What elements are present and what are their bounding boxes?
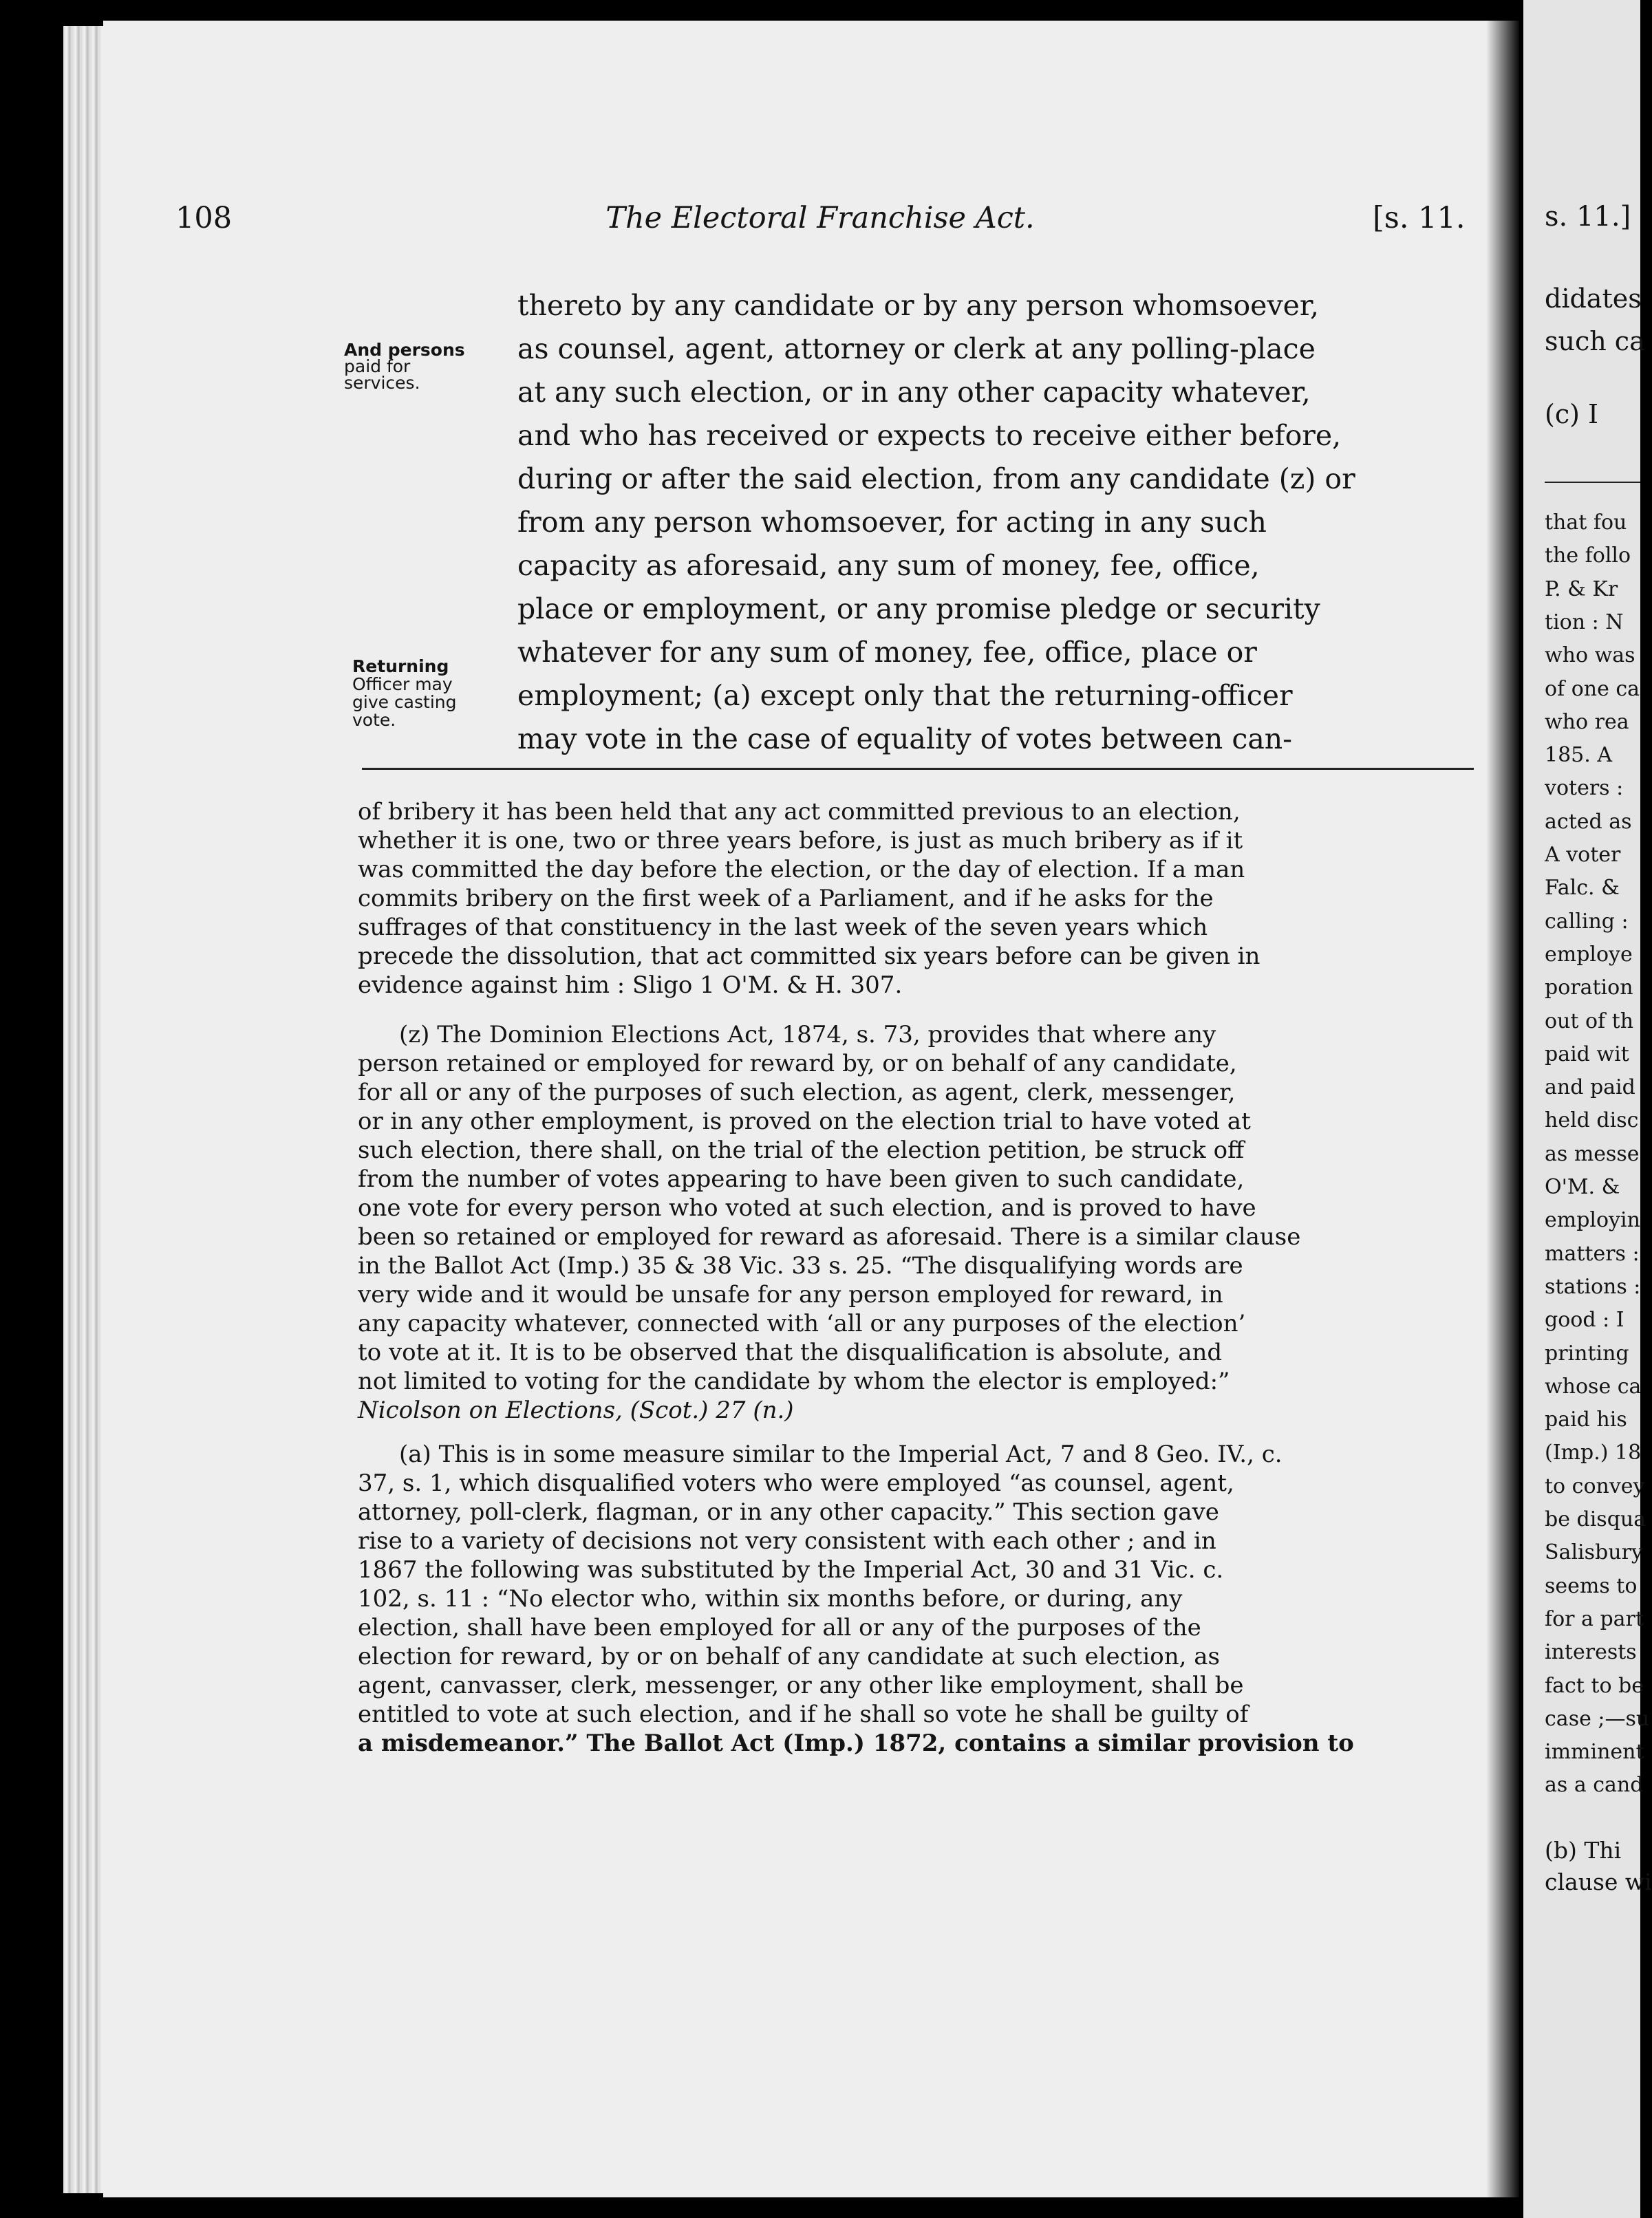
next-page-note-line: employin <box>1545 1208 1640 1233</box>
next-page-note-line: stations : <box>1545 1274 1641 1299</box>
footnote-line: a misdemeanor.” The Ballot Act (Imp.) 1872, contains a similar provision to <box>358 1730 1354 1757</box>
next-page-note-line: case ;—su <box>1545 1706 1650 1731</box>
next-page-note-line: good : I <box>1545 1308 1624 1333</box>
next-page-note-line: acted as <box>1545 809 1632 834</box>
next-page-note-line: as messe <box>1545 1141 1640 1166</box>
statute-line: at any such election, or in any other capacity whatever, <box>517 376 1311 409</box>
next-page-note-line: voters : <box>1545 776 1624 801</box>
statute-line: employment; (a) except only that the returning-officer <box>517 679 1293 712</box>
footnote-line: agent, canvasser, clerk, messenger, or any other like employment, shall be <box>358 1672 1244 1699</box>
section-reference: [s. 11. <box>1373 201 1466 235</box>
statute-line: thereto by any candidate or by any person whomsoever, <box>517 289 1319 322</box>
next-page-note-line: whose ca <box>1545 1374 1642 1399</box>
footnote-line: person retained or employed for reward by, or on behalf of any candidate, <box>358 1050 1237 1077</box>
next-page-note-line: who rea <box>1545 709 1629 734</box>
footnote-line: 37, s. 1, which disqualified voters who were employed “as counsel, agent, <box>358 1469 1234 1497</box>
next-page-note-line: fact to be <box>1545 1673 1644 1698</box>
margin-note-line: vote. <box>352 710 396 730</box>
footnote-line: one vote for every person who voted at such election, and is proved to have <box>358 1194 1256 1222</box>
footnote-line: attorney, poll-clerk, flagman, or in any other capacity.” This section gave <box>358 1498 1219 1526</box>
footnote-line: of bribery it has been held that any act committed previous to an election, <box>358 798 1241 826</box>
next-page-note-line: who was <box>1545 643 1635 668</box>
footnote-line: was committed the day before the election, or the day of election. If a man <box>358 856 1245 883</box>
footnote-line: or in any other employment, is proved on the election trial to have voted at <box>358 1108 1251 1135</box>
margin-note-line: paid for <box>344 356 411 376</box>
next-page-rule <box>1545 482 1640 483</box>
next-page-note-line: paid wit <box>1545 1042 1629 1066</box>
footnote-line: entitled to vote at such election, and if he shall so vote he shall be guilty of <box>358 1701 1249 1728</box>
footnote-line: precede the dissolution, that act committed six years before can be given in <box>358 943 1261 970</box>
statute-line: capacity as aforesaid, any sum of money, fee, office, <box>517 549 1260 582</box>
margin-note-line: Officer may <box>352 674 453 694</box>
margin-note-line: And persons <box>344 340 465 360</box>
footnote-line: rise to a variety of decisions not very consistent with each other ; and in <box>358 1527 1216 1555</box>
footnote-line: for all or any of the purposes of such election, as agent, clerk, messenger, <box>358 1079 1236 1106</box>
book-gutter <box>1486 0 1526 2218</box>
statute-line: place or employment, or any promise pledge or security <box>517 592 1320 625</box>
next-page-note-line: seems to <box>1545 1573 1638 1598</box>
footnote-line: 102, s. 11 : “No elector who, within six months before, or during, any <box>358 1585 1183 1613</box>
next-page-note-line: matters : <box>1545 1241 1640 1266</box>
next-page-note-line: out of th <box>1545 1009 1634 1033</box>
next-page-note-line: employe <box>1545 942 1633 967</box>
next-page-note-line: held disc <box>1545 1108 1639 1133</box>
statute-line: during or after the said election, from any candidate (z) or <box>517 462 1355 495</box>
next-page-note-line: paid his <box>1545 1408 1627 1432</box>
next-page-line: didates <box>1545 283 1642 314</box>
footnote-line: Nicolson on Elections, (Scot.) 27 (n.) <box>358 1397 794 1424</box>
next-page-note-line: P. & Kr <box>1545 577 1618 601</box>
next-page-line: (c) I <box>1545 399 1599 429</box>
next-page-note-line: poration <box>1545 976 1633 1000</box>
next-page-note-line: the follo <box>1545 543 1631 568</box>
footnote-line: election for reward, by or on behalf of any candidate at such election, as <box>358 1643 1220 1670</box>
next-page-note-line: 185. A <box>1545 743 1612 768</box>
next-page-line: clause wi <box>1545 1869 1652 1895</box>
next-page-note-line: be disqua <box>1545 1507 1646 1531</box>
footnote-line: not limited to voting for the candidate by whom the elector is employed:” <box>358 1368 1230 1395</box>
footnote-line: to vote at it. It is to be observed that the disqualification is absolute, and <box>358 1339 1223 1366</box>
footnote-line: been so retained or employed for reward as aforesaid. There is a similar clause <box>358 1223 1301 1251</box>
statute-line: as counsel, agent, attorney or clerk at any polling-place <box>517 332 1316 365</box>
margin-note-line: Returning <box>352 656 449 676</box>
footnote-line: (a) This is in some measure similar to the Imperial Act, 7 and 8 Geo. IV., c. <box>399 1441 1283 1468</box>
next-page-note-line: (Imp.) 18 <box>1545 1441 1642 1465</box>
footnote-line: any capacity whatever, connected with ‘all or any purposes of the election’ <box>358 1310 1246 1337</box>
footnote-rule <box>362 768 1474 770</box>
footnote-line: whether it is one, two or three years before, is just as much bribery as if it <box>358 827 1243 854</box>
margin-note-line: give casting <box>352 692 457 712</box>
statute-line: from any person whomsoever, for acting in any such <box>517 506 1267 539</box>
next-page-note-line: imminent <box>1545 1740 1644 1765</box>
next-page-note-line: tion : N <box>1545 610 1624 634</box>
margin-note-line: services. <box>344 373 420 393</box>
next-page-note-line: A voter <box>1545 843 1621 867</box>
next-page-note-line: calling : <box>1545 909 1629 934</box>
next-page-header: s. 11.] <box>1545 201 1631 233</box>
next-page-note-line: Salisbury <box>1545 1540 1643 1565</box>
next-page-line: (b) Thi <box>1545 1837 1622 1864</box>
next-page-note-line: and paid <box>1545 1075 1635 1100</box>
footnote-line: in the Ballot Act (Imp.) 35 & 38 Vic. 33 s. 25. “The disqualifying words are <box>358 1252 1243 1280</box>
page-number: 108 <box>175 201 233 235</box>
statute-line: may vote in the case of equality of votes between can- <box>517 722 1293 755</box>
next-page-note-line: as a cand <box>1545 1773 1644 1798</box>
footnote-line: commits bribery on the first week of a Parliament, and if he asks for the <box>358 885 1214 912</box>
statute-line: and who has received or expects to receive either before, <box>517 419 1342 452</box>
next-page-note-line: that fou <box>1545 510 1627 535</box>
footnote-line: suffrages of that constituency in the last week of the seven years which <box>358 914 1208 941</box>
next-page-note-line: for a part <box>1545 1606 1644 1631</box>
footnote-line: very wide and it would be unsafe for any person employed for reward, in <box>358 1281 1223 1309</box>
footnote-line: evidence against him : Sligo 1 O'M. & H. 307. <box>358 971 903 999</box>
next-page-line: such ca <box>1545 326 1645 356</box>
footnote-line: 1867 the following was substituted by the Imperial Act, 30 and 31 Vic. c. <box>358 1556 1224 1584</box>
next-page-note-line: O'M. & <box>1545 1175 1620 1199</box>
statute-line: whatever for any sum of money, fee, office, place or <box>517 636 1257 669</box>
running-head: The Electoral Franchise Act. <box>605 201 1035 235</box>
next-page-note-line: printing <box>1545 1341 1629 1366</box>
next-page-note-line: interests <box>1545 1640 1637 1665</box>
footnote-line: from the number of votes appearing to have been given to such candidate, <box>358 1165 1245 1193</box>
footnote-line: (z) The Dominion Elections Act, 1874, s. 73, provides that where any <box>399 1021 1216 1048</box>
footnote-line: such election, there shall, on the trial of the election petition, be struck off <box>358 1137 1245 1164</box>
next-page-note-line: Falc. & <box>1545 876 1620 901</box>
next-page-note-line: of one ca <box>1545 676 1640 701</box>
footnote-line: election, shall have been employed for all or any of the purposes of the <box>358 1614 1201 1641</box>
next-page-note-line: to convey <box>1545 1474 1645 1498</box>
